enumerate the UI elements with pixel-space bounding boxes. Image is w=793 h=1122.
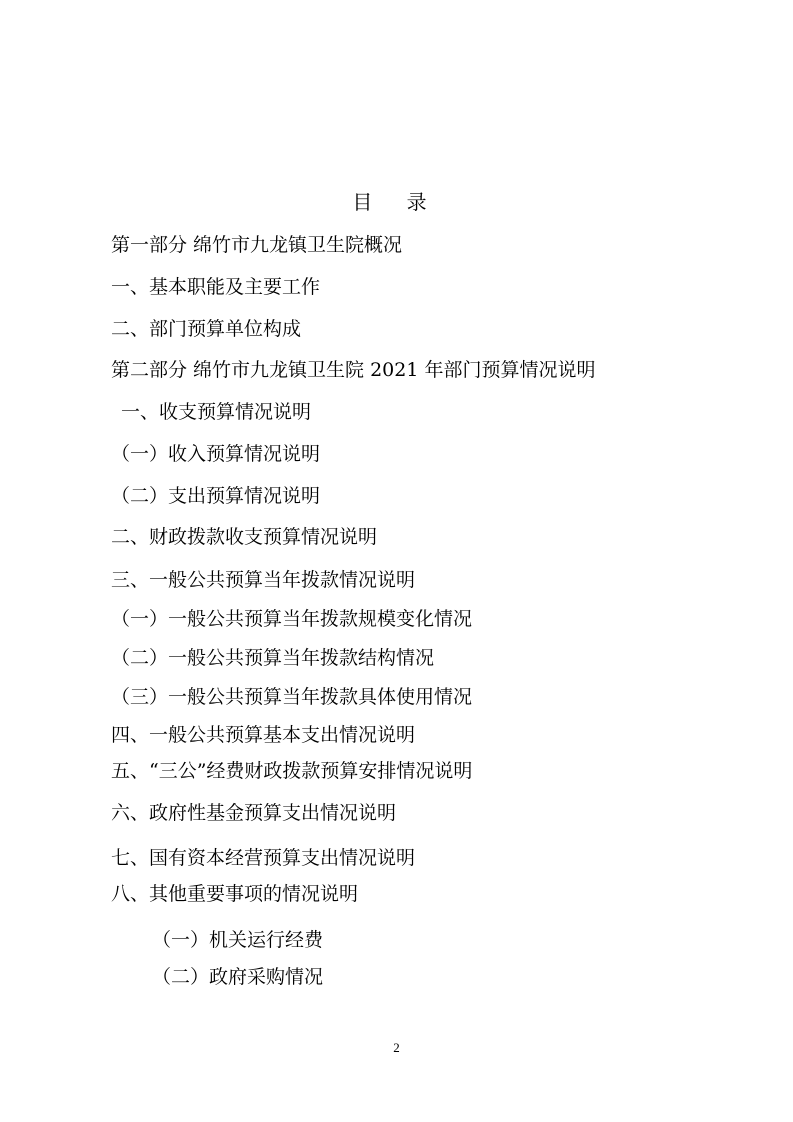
toc-item: 二、部门预算单位构成 xyxy=(111,318,302,340)
toc-subitem: （一）一般公共预算当年拨款规模变化情况 xyxy=(111,608,473,630)
toc-item: 四、一般公共预算基本支出情况说明 xyxy=(111,724,416,746)
toc-item: 五、“三公”经费财政拨款预算安排情况说明 xyxy=(111,760,473,782)
toc-subitem: （一）机关运行经费 xyxy=(152,929,324,951)
toc-item: 二、财政拨款收支预算情况说明 xyxy=(111,526,378,548)
toc-item: 六、政府性基金预算支出情况说明 xyxy=(111,802,397,824)
toc-item: 七、国有资本经营预算支出情况说明 xyxy=(111,847,416,869)
toc-title: 目 录 xyxy=(352,190,441,214)
toc-item: 八、其他重要事项的情况说明 xyxy=(111,883,359,905)
toc-subitem: （一）收入预算情况说明 xyxy=(111,443,321,465)
toc-subitem: （二）支出预算情况说明 xyxy=(111,485,321,507)
toc-item: 三、一般公共预算当年拨款情况说明 xyxy=(111,569,416,591)
toc-subitem: （二）政府采购情况 xyxy=(152,966,324,988)
toc-part-one: 第一部分 绵竹市九龙镇卫生院概况 xyxy=(111,234,403,256)
toc-item: 一、基本职能及主要工作 xyxy=(111,276,321,298)
toc-subitem: （三）一般公共预算当年拨款具体使用情况 xyxy=(111,686,473,708)
toc-part-two: 第二部分 绵竹市九龙镇卫生院 2021 年部门预算情况说明 xyxy=(111,359,596,381)
toc-item: 一、收支预算情况说明 xyxy=(121,401,312,423)
page-number: 2 xyxy=(393,1040,400,1055)
toc-subitem: （二）一般公共预算当年拨款结构情况 xyxy=(111,647,435,669)
